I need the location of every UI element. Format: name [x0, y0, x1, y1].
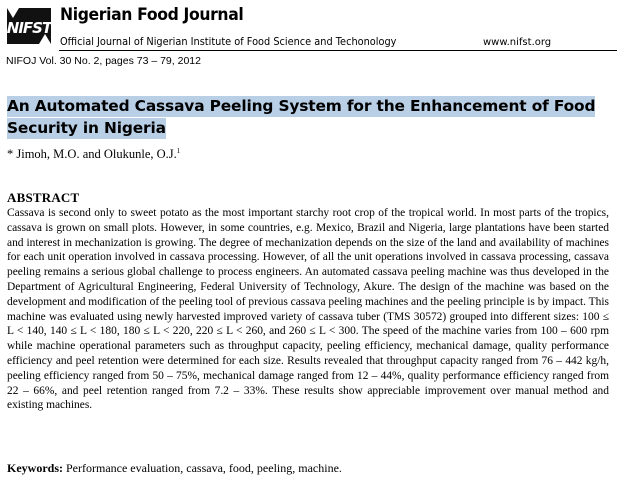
author-affiliation-mark: 1	[176, 147, 181, 155]
nifst-logo	[5, 4, 53, 48]
logo-text: NIFST	[6, 19, 52, 37]
abstract-body: Cassava is second only to sweet potato as the most important starchy root crop of the tropical world. In most parts of the tropics, cassava is grown on small plots. However, in some countries, e.g. Mexico, Brazil and Nigeria, large plantations have been started and interest in mechanization is growing. The degree of mechanization depends on the size of the land and availability of machines for each unit operation involved in cassava processing. However, of all the unit operations involved in cassava processing, cassava peeling remains a serious global challenge to process engineers. An automated cassava peeling machine was thus developed in the Department of Agricultural Engineering, Federal University of Technology, Akure. The design of the machine was based on the development and modification of the peeling tool of previous cassava peeling machines and the peeling principle is by impact. This machine was evaluated using newly harvested improved variety of cassava tuber (TMS 30572) grouped into different sizes: 100 ≤ L < 140, 140 ≤ L < 180, 180 ≤ L < 220, 220 ≤ L < 260, and 260 ≤ L < 300. The speed of the machine varies from 100 – 600 rpm while machine operational parameters such as throughput capacity, peeling efficiency, mechanical damage, quality performance efficiency and peel retention were determined for each size. Results revealed that throughput capacity ranged from 76 – 442 kg/h, peeling efficiency ranged from 50 – 75%, mechanical damage ranged from 12 – 44%, quality performance efficiency ranged from 22 – 66%, and peel retention ranged from 7.2 – 33%. These results show appreciable improvement over manual method and existing machines.	[7, 207, 609, 412]
article-title	[7, 95, 617, 139]
journal-url[interactable]: www.nifst.org	[483, 37, 552, 48]
header-rule	[59, 50, 617, 51]
keywords	[7, 461, 342, 476]
authors-text: * Jimoh, M.O. and Olukunle, O.J.	[7, 147, 177, 162]
article-title-text: An Automated Cassava Peeling System for the Enhancement of Food Security in Nigeria	[7, 97, 596, 137]
keywords-label: Keywords:	[7, 461, 63, 475]
keywords-text: Performance evaluation, cassava, food, peeling, machine.	[63, 461, 342, 475]
citation: NIFOJ Vol. 30 No. 2, pages 73 – 79, 2012	[6, 55, 201, 67]
journal-subtitle: Official Journal of Nigerian Institute of Food Science and Techonology	[60, 36, 397, 48]
journal-name: Nigerian Food Journal	[60, 5, 244, 25]
authors	[7, 147, 180, 162]
abstract-heading: ABSTRACT	[7, 190, 80, 205]
